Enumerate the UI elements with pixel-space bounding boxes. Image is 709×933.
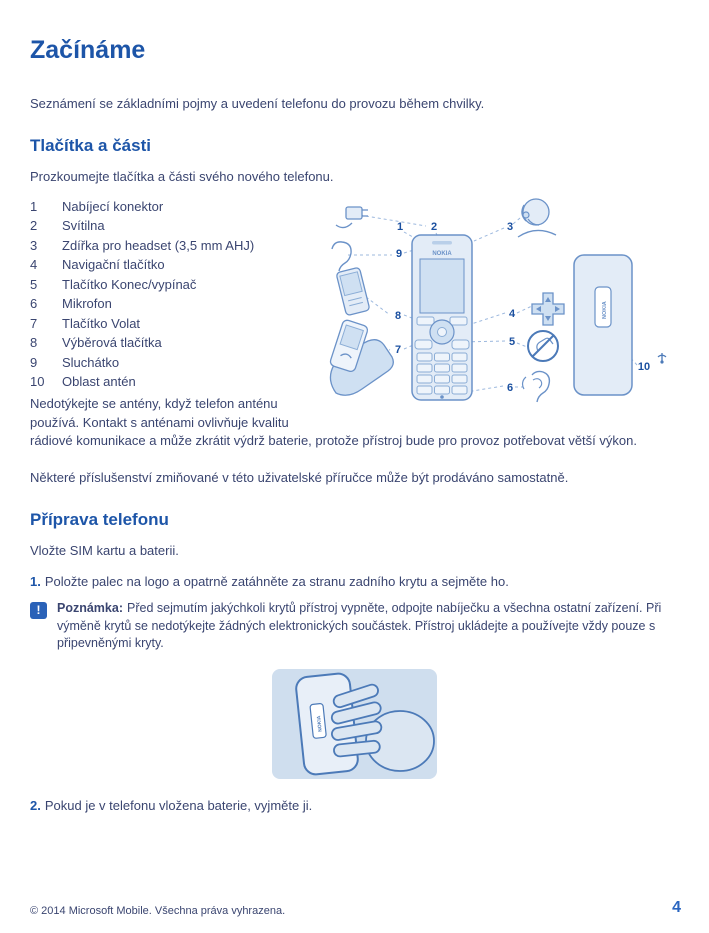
ear-left-icon (332, 242, 351, 271)
callout-5: 5 (508, 335, 516, 348)
part-item-6 (30, 294, 320, 314)
part-label: Oblast antén (62, 374, 136, 390)
part-item-7 (30, 314, 320, 334)
page-footer (30, 899, 681, 917)
do-not-touch-icon (528, 331, 558, 361)
callout-10: 10 (637, 360, 651, 373)
callout-9: 9 (395, 247, 403, 260)
step-2-number: 2. (30, 798, 41, 813)
part-number: 2 (30, 218, 38, 234)
part-item-10 (30, 372, 320, 392)
part-item-9 (30, 353, 320, 373)
note-text (57, 600, 679, 653)
section-heading-keys: Tlačítka a části (30, 135, 151, 155)
note-label: Poznámka: (57, 600, 123, 615)
part-number: 9 (30, 354, 38, 370)
part-number: 6 (30, 296, 38, 312)
hand-holding-phone-icon (329, 319, 393, 395)
callout-2: 2 (430, 220, 438, 233)
page-number: 4 (672, 899, 681, 916)
part-label: Zdířka pro headset (3,5 mm AHJ) (62, 237, 255, 253)
navigation-key-icon (532, 293, 564, 325)
ear-speaker-icon (523, 371, 550, 402)
callout-3: 3 (506, 220, 514, 233)
brand-cover: NOKIA (316, 715, 324, 733)
part-label: Navigační tlačítko (62, 257, 165, 273)
part-item-5 (30, 275, 320, 295)
antenna-icon (658, 353, 666, 364)
part-number: 8 (30, 335, 38, 351)
accessories-note: Některé příslušenství zmiňované v této uživatelské příručce může být prodáváno samostatně. (30, 470, 569, 486)
callout-6: 6 (506, 381, 514, 394)
note-body: Před sejmutím jakýchkoli krytů přístroj vypněte, odpojte nabíječku a všechna ostatní zařízení. Při výměně krytů se nedotýkejte žádných elektronických součástek. Přístroj ukládejte a používejte vždy pouze s připevněnými kryty. (57, 600, 662, 651)
part-number: 4 (30, 257, 38, 273)
step-1-text: Položte palec na logo a opatrně zatáhněte za stranu zadního krytu a sejměte ho. (44, 573, 509, 589)
brand-back: NOKIA (602, 300, 608, 319)
part-label: Mikrofon (62, 296, 112, 312)
headset-user-icon (518, 199, 556, 237)
exclamation-icon (30, 602, 47, 619)
part-number: 5 (30, 276, 38, 292)
slider-phone-icon (336, 267, 370, 315)
callout-8: 8 (394, 309, 402, 322)
step-2-text: Pokud je v telefonu vložena baterie, vyjměte ji. (44, 798, 313, 813)
part-label: Tlačítko Volat (62, 315, 141, 331)
exclamation-glyph: ! (36, 603, 41, 618)
step-2 (30, 797, 679, 816)
part-label: Výběrová tlačítka (62, 335, 162, 351)
part-item-2 (30, 216, 320, 236)
step-1-number: 1. (30, 573, 41, 589)
phone-front (412, 235, 472, 400)
cover-removal-illustration (272, 669, 437, 779)
part-item-3 (30, 236, 320, 256)
phone-diagram-illustration (324, 195, 679, 417)
callout-7: 7 (394, 343, 402, 356)
keys-block (30, 197, 679, 452)
phone-diagram-svg (324, 195, 679, 417)
note-box (30, 600, 679, 653)
copyright: © 2014 Microsoft Mobile. Všechna práva vyhrazena. (30, 905, 286, 917)
part-number: 3 (30, 237, 38, 253)
part-label: Svítilna (62, 218, 105, 234)
callout-1: 1 (396, 220, 404, 233)
section-heading-setup: Příprava telefonu (30, 510, 169, 530)
callout-4: 4 (508, 307, 516, 320)
part-item-4 (30, 255, 320, 275)
part-number: 7 (30, 315, 38, 331)
cover-removal-svg (272, 669, 437, 779)
page-title: Začínáme (30, 36, 146, 64)
part-label: Tlačítko Konec/vypínač (62, 276, 197, 292)
step-1 (30, 573, 679, 592)
antenna-warning: Nedotýkejte se antény, když telefon anténu používá. Kontakt s anténami ovlivňuje kvalitu rádiové komunikace a může zkrátit výdrž baterie, protože přístroj bude pro provoz potřebovat větší výkon. (30, 395, 637, 449)
keys-intro: Prozkoumejte tlačítka a části svého nového telefonu. (30, 168, 334, 184)
charger-plug-icon (336, 207, 368, 228)
part-number: 10 (30, 374, 45, 390)
phone-back (574, 255, 632, 395)
part-label: Nabíjecí konektor (62, 198, 164, 214)
phone-back-cover (295, 672, 359, 775)
setup-intro: Vložte SIM kartu a baterii. (30, 543, 179, 559)
brand-front: NOKIA (432, 250, 452, 257)
page-intro: Seznámení se základními pojmy a uvedení telefonu do provozu během chvilky. (30, 96, 485, 111)
part-item-8 (30, 333, 320, 353)
part-label: Sluchátko (62, 354, 120, 370)
part-number: 1 (30, 198, 38, 214)
part-item-1 (30, 197, 320, 217)
